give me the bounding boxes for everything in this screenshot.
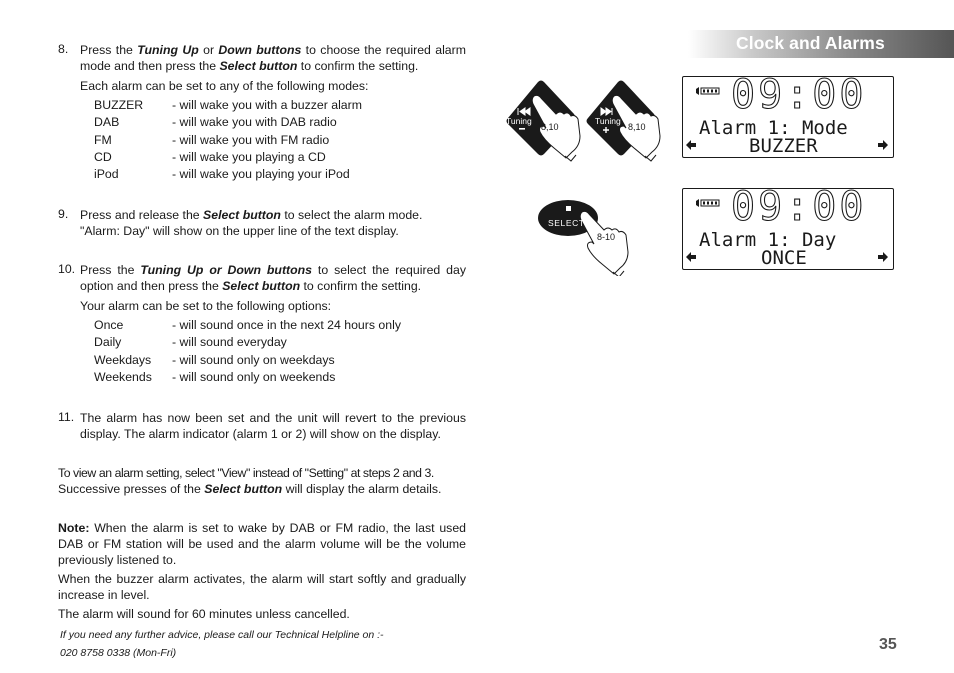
page-number: 35	[879, 636, 897, 653]
step-reference: 8-10	[597, 232, 616, 242]
lcd-time: 09:00	[731, 184, 867, 230]
select-button-label: SELECT	[548, 218, 585, 228]
step-10-number: 10.	[58, 262, 76, 276]
helpline-number: 020 8758 0338 (Mon-Fri)	[60, 647, 177, 659]
arrow-left-icon	[686, 140, 696, 150]
step-8-number: 8.	[58, 42, 69, 56]
step-10-text: Press the Tuning Up or Down buttons to select the required day option and then press the Select button to confirm the setting.	[80, 263, 466, 293]
lcd-line-2: BUZZER	[749, 135, 818, 157]
step-11-text: The alarm has now been set and the unit will revert to the previous display. The alarm indicator (alarm 1 or 2) will show on the display.	[80, 411, 466, 441]
lcd-line-1: Alarm 1: Mode	[699, 117, 848, 139]
pointing-hand-icon	[580, 211, 628, 276]
duration-paragraph: The alarm will sound for 60 minutes unless cancelled.	[58, 607, 350, 621]
lcd-display-day	[682, 184, 894, 270]
alarm-bell-icon	[695, 198, 721, 208]
lcd-line-2: ONCE	[761, 247, 807, 269]
lcd-time: 09:00	[731, 72, 867, 118]
step-11-number: 11.	[58, 410, 75, 424]
arrow-right-icon	[878, 252, 888, 262]
alarm-bell-icon	[695, 86, 721, 96]
buzzer-paragraph: When the buzzer alarm activates, the alarm will start softly and gradually increase in level.	[58, 572, 466, 602]
step-8-intro: Each alarm can be set to any of the following modes:	[80, 79, 369, 93]
step-9-number: 9.	[58, 207, 69, 221]
step-9-text: Press and release the Select button to select the alarm mode. "Alarm: Day" will show on the upper line of the text display.	[80, 208, 423, 238]
step-reference: 8,10	[541, 122, 559, 132]
arrow-left-icon	[686, 252, 696, 262]
tuning-up-label: Tuning	[595, 116, 621, 126]
helpline-text: If you need any further advice, please call our Technical Helpline on :-	[60, 629, 384, 641]
section-title: Clock and Alarms	[736, 33, 885, 53]
arrow-right-icon	[878, 140, 888, 150]
step-8-text: Press the Tuning Up or Down buttons to choose the required alarm mode and then press the Select button to confirm the setting.	[80, 43, 466, 73]
step-reference: 8,10	[628, 122, 646, 132]
lcd-line-1: Alarm 1: Day	[699, 229, 837, 251]
note-paragraph: Note: When the alarm is set to wake by DAB or FM radio, the last used DAB or FM station will be used and the alarm volume will be the volume previously listened to.	[58, 521, 466, 567]
view-paragraph: To view an alarm setting, select "View" instead of "Setting" at steps 2 and 3. Successive presses of the Select button will display the alarm details.	[58, 466, 442, 496]
lcd-display-mode	[682, 72, 894, 158]
tuning-down-label: Tuning	[506, 116, 532, 126]
step-10-intro: Your alarm can be set to the following options:	[80, 299, 332, 313]
select-button-figure	[536, 196, 646, 276]
